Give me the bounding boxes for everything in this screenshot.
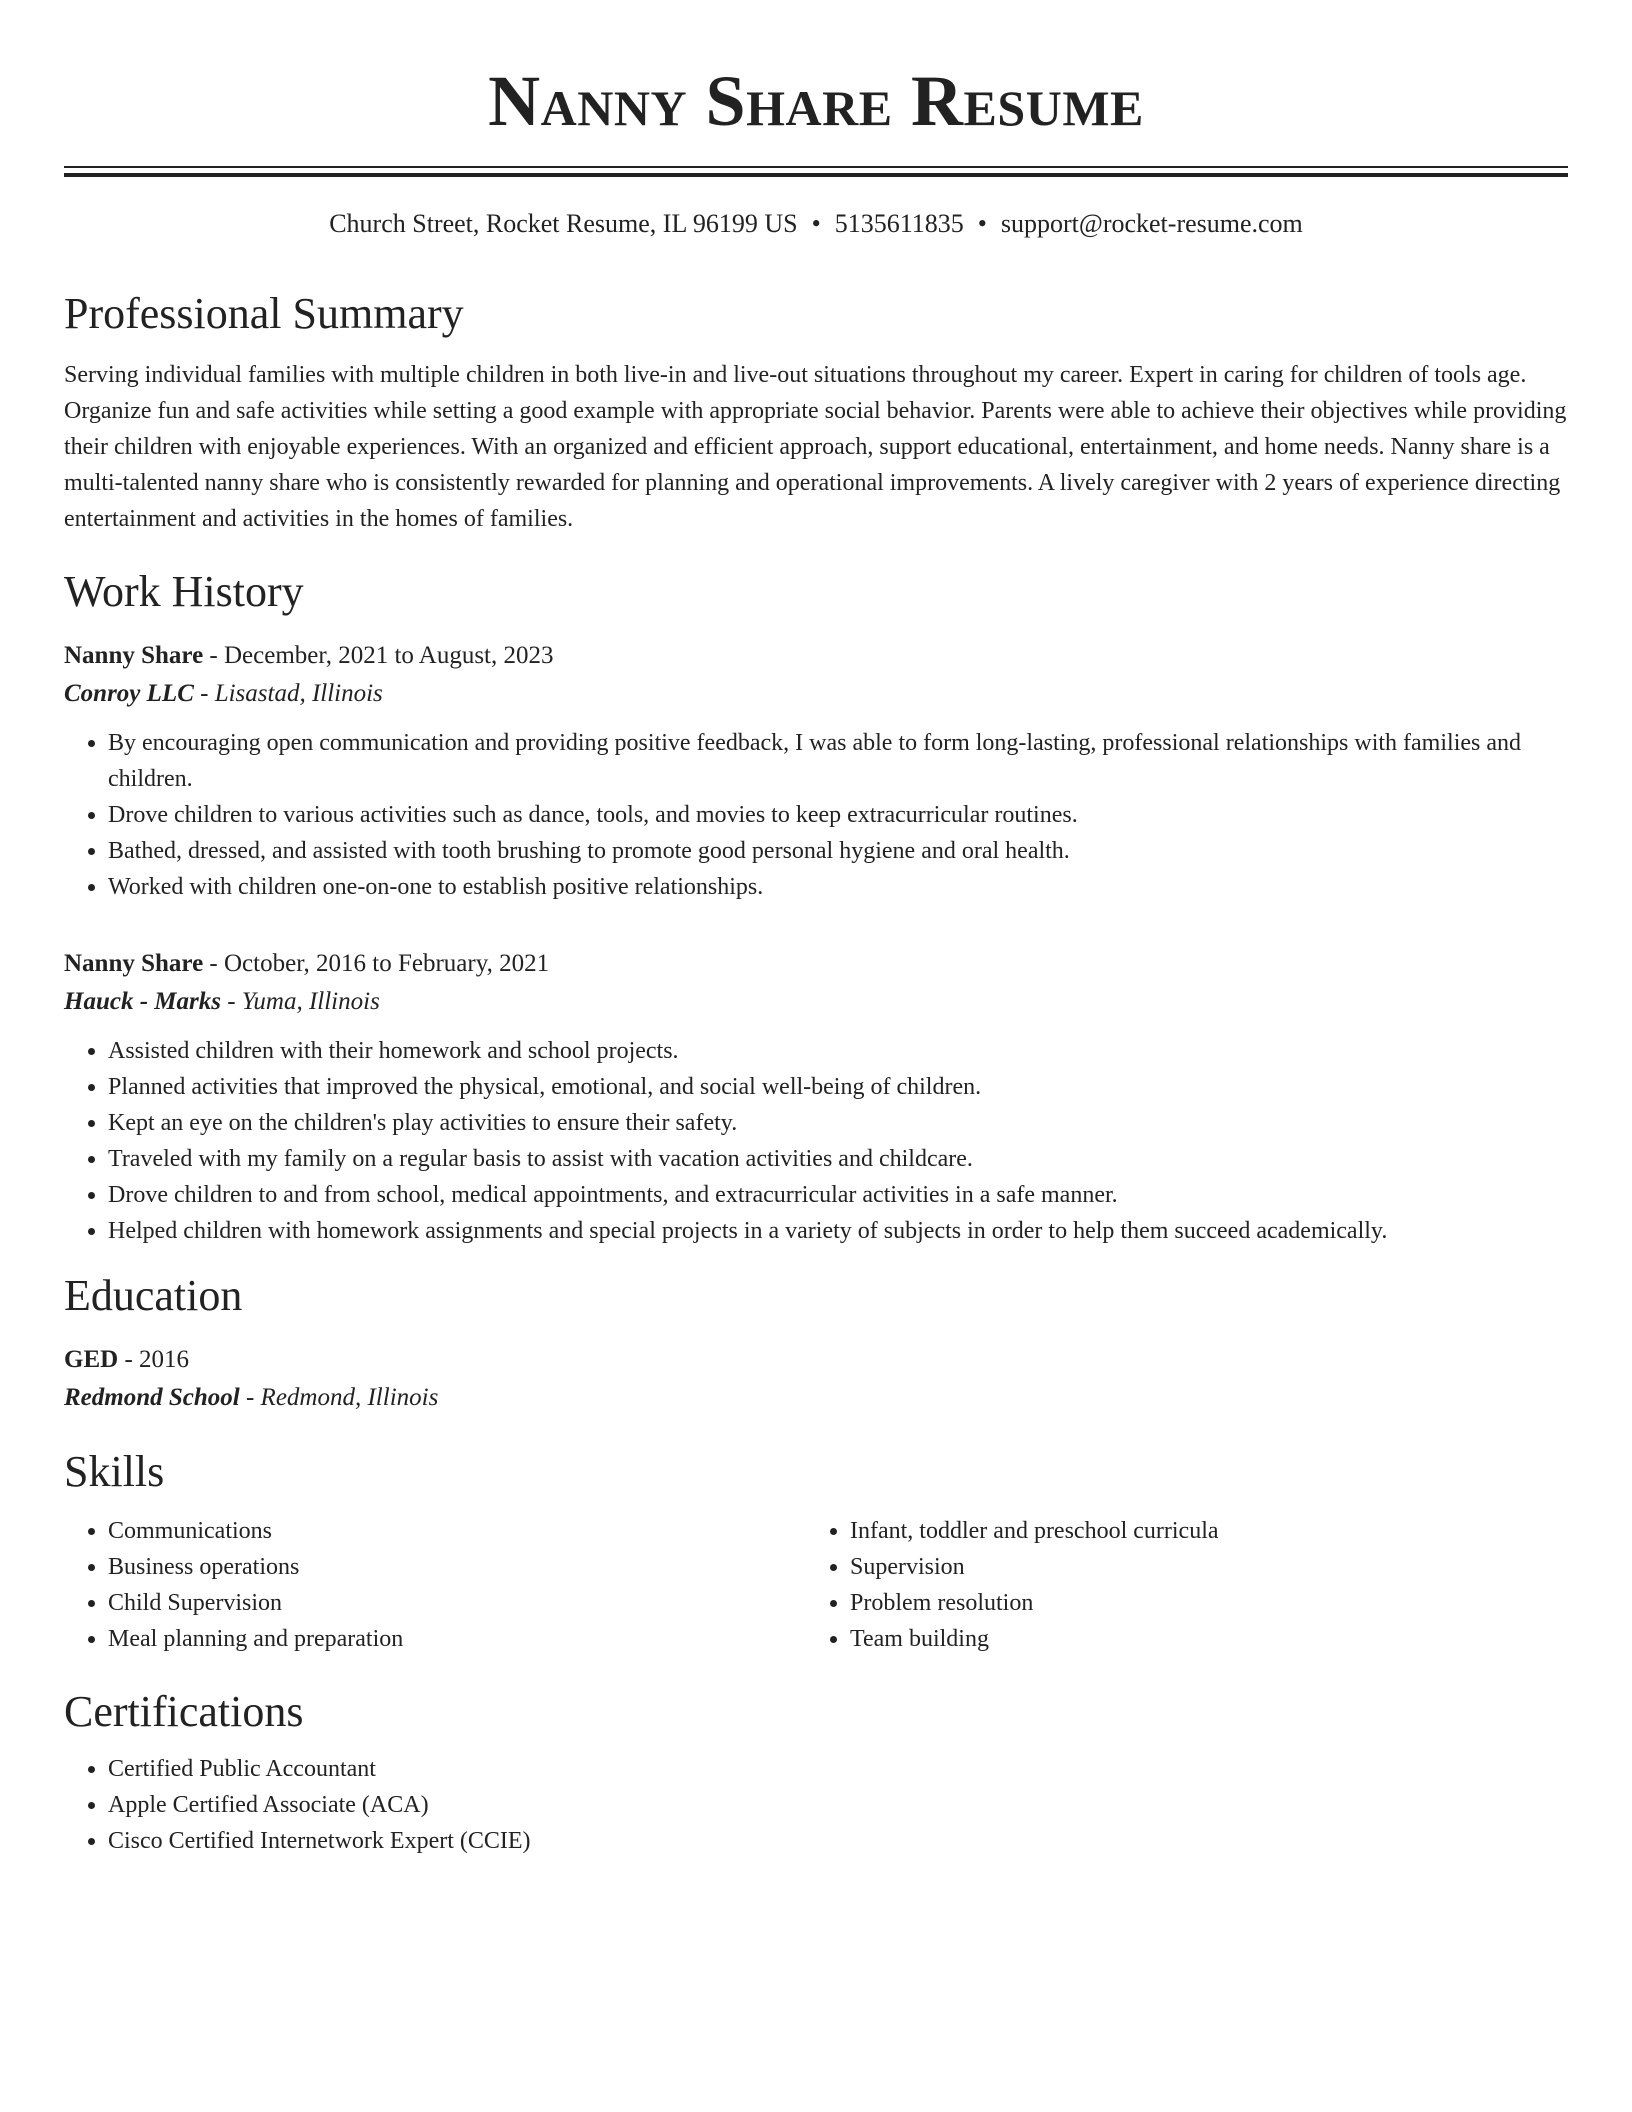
list-item: • Helped children with homework assignments and special projects in a variety of subjects in order to help them succeed academically. [108,1213,1568,1249]
list-item: • Drove children to and from school, medical appointments, and extracurricular activities in a safe manner. [108,1177,1568,1213]
skills-left-column [64,1513,806,1657]
contact-phone: 5135611835 [834,209,964,238]
certifications-heading: Certifications [64,1687,304,1736]
job-location: - Yuma, Illinois [220,988,380,1015]
job-entry [64,945,1568,1249]
job-bullets [64,725,1568,905]
job-bullets [64,1033,1568,1249]
skill-item: • Team building [850,1621,1548,1657]
summary-text: Serving individual families with multiple children in both live-in and live-out situations throughout my career. Expert in caring for children of tools age. Organize fun and safe activities while setting a good example with appropriate social behavior. Parents were able to achieve their objectives while providing their children with enjoyable experiences. With an organized and efficient approach, support educational, entertainment, and home needs. Nanny share is a multi-talented nanny share who is consistently rewarded for planning and operational improvements. A lively caregiver with 2 years of experience directing entertainment and activities in the homes of families. [64,362,1567,532]
job-company: Hauck - Marks [64,988,221,1015]
education-location: - Redmond, Illinois [239,1384,439,1411]
list-item: • Worked with children one-on-one to establish positive relationships. [108,869,1568,905]
list-item: • By encouraging open communication and providing positive feedback, I was able to form long-lasting, professional relationships with families and children. [108,725,1568,797]
skill-item: • Business operations [108,1549,806,1585]
title-divider [64,166,1568,177]
work-history-heading: Work History [64,567,304,616]
education-school-line [64,1379,1568,1417]
certification-item: • Certified Public Accountant [108,1751,1568,1787]
contact-separator: • [977,209,987,238]
job-company-line [64,675,1568,713]
contact-address: Church Street, Rocket Resume, IL 96199 US [329,209,798,238]
job-title: Nanny Share [64,642,204,669]
list-item: • Drove children to various activities such as dance, tools, and movies to keep extracurricular routines. [108,797,1568,833]
education-heading: Education [64,1271,243,1320]
contact-line [64,207,1568,241]
skill-item: • Problem resolution [850,1585,1548,1621]
list-item: • Bathed, dressed, and assisted with tooth brushing to promote good personal hygiene and oral health. [108,833,1568,869]
skill-item: • Child Supervision [108,1585,806,1621]
certifications-list [64,1751,1568,1859]
skills-columns [64,1513,1568,1657]
skill-item: • Communications [108,1513,806,1549]
list-item: • Planned activities that improved the physical, emotional, and social well-being of children. [108,1069,1568,1105]
job-company-line [64,983,1568,1021]
job-location: - Lisastad, Illinois [193,680,383,707]
job-dates: - December, 2021 to August, 2023 [203,642,554,669]
job-entry [64,637,1568,905]
summary-heading: Professional Summary [64,289,464,338]
skills-right-column [806,1513,1548,1657]
skills-heading: Skills [64,1447,165,1496]
skill-item: • Meal planning and preparation [108,1621,806,1657]
education-degree-line [64,1341,1568,1379]
page-title: Nanny Share Resume [488,61,1144,141]
certification-item: • Cisco Certified Internetwork Expert (CCIE) [108,1823,1568,1859]
contact-email: support@rocket-resume.com [1000,209,1303,238]
education-school: Redmond School [64,1384,240,1411]
contact-separator: • [811,209,821,238]
skill-item: • Supervision [850,1549,1548,1585]
certification-item: • Apple Certified Associate (ACA) [108,1787,1568,1823]
education-degree: GED [64,1346,119,1373]
job-title: Nanny Share [64,950,204,977]
list-item: • Kept an eye on the children's play activities to ensure their safety. [108,1105,1568,1141]
education-year: - 2016 [118,1346,190,1373]
job-company: Conroy LLC [64,680,194,707]
job-dates: - October, 2016 to February, 2021 [203,950,550,977]
list-item: • Assisted children with their homework and school projects. [108,1033,1568,1069]
education-entry [64,1341,1568,1417]
list-item: • Traveled with my family on a regular basis to assist with vacation activities and childcare. [108,1141,1568,1177]
skill-item: • Infant, toddler and preschool curricula [850,1513,1548,1549]
job-title-line [64,945,1568,983]
job-title-line [64,637,1568,675]
